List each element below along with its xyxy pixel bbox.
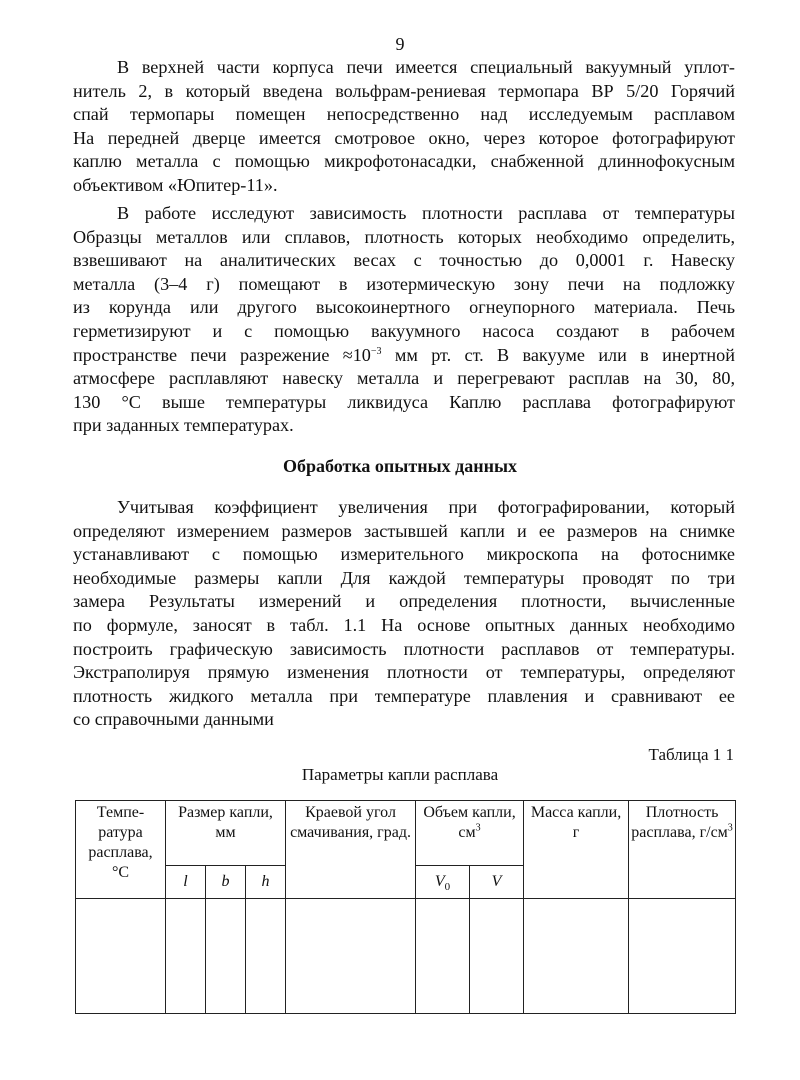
header-size-l: l bbox=[166, 866, 206, 899]
text-line: нитель 2, в который введена вольфрам-рениевая термопара ВР 5/20 Горячий bbox=[73, 80, 735, 101]
text-line: На передней дверце имеется смотровое окно, через которое фотографируют bbox=[73, 127, 735, 148]
table-cell bbox=[286, 899, 416, 1014]
paragraph-furnace-description bbox=[73, 56, 735, 198]
text-fragment: мм рт. ст. В вакууме или в инертной bbox=[381, 344, 735, 365]
paragraph-procedure bbox=[73, 202, 735, 438]
table-cell bbox=[246, 899, 286, 1014]
exponent: −3 bbox=[370, 345, 382, 357]
header-text: V bbox=[434, 873, 445, 890]
text-line: атмосфере расплавляют навеску металла и перегревают расплав на 30, 80, bbox=[73, 368, 735, 389]
table-cell bbox=[629, 899, 736, 1014]
text-line-with-exponent bbox=[73, 344, 735, 368]
drop-parameters-table bbox=[75, 800, 736, 1014]
text-line: металла (3–4 г) помещают в изотермическую зону печи на подложку bbox=[73, 273, 735, 294]
text-line: замера Результаты измерений и определения плотности, вычисленные bbox=[73, 591, 735, 612]
page-number: 9 bbox=[395, 34, 405, 54]
header-volume-v0 bbox=[416, 866, 470, 899]
header-text: Плотность расплава, г/см bbox=[631, 804, 728, 841]
text-line: 130 °С выше температуры ликвидуса Каплю расплава фотографируют bbox=[73, 391, 735, 412]
text-line: взвешивают на аналитических весах с точностью до 0,0001 г. Навеску bbox=[73, 250, 735, 271]
text-line: В работе исследуют зависимость плотности расплава от температуры bbox=[117, 203, 735, 223]
header-melt-density bbox=[629, 801, 736, 899]
text-line: при заданных температурах. bbox=[73, 415, 294, 436]
header-text: Объем капли, см bbox=[423, 804, 516, 841]
table-cell bbox=[524, 899, 629, 1014]
header-temperature: Темпе-ратура расплава, °С bbox=[76, 801, 166, 899]
text-line: необходимые размеры капли Для каждой температуры проводят по три bbox=[73, 567, 735, 588]
table-number: Таблица 1 1 bbox=[648, 745, 734, 764]
header-drop-mass: Масса капли, г bbox=[524, 801, 629, 899]
section-heading: Обработка опытных данных bbox=[282, 456, 518, 476]
text-line: со справочными данными bbox=[73, 709, 274, 730]
text-line: В верхней части корпуса печи имеется специальный вакуумный уплот- bbox=[117, 57, 735, 77]
text-line: построить графическую зависимость плотности расплавов от температуры. bbox=[73, 638, 735, 659]
exponent: 3 bbox=[475, 822, 481, 834]
text-line: каплю металла с помощью микрофотонасадки, снабженной длиннофокусным bbox=[73, 151, 735, 172]
text-line: определяют измерением размеров застывшей капли и ее размеров на снимке bbox=[73, 520, 735, 541]
table-cell bbox=[206, 899, 246, 1014]
paragraph-data-processing bbox=[73, 496, 735, 732]
header-drop-volume bbox=[416, 801, 524, 866]
subscript: 0 bbox=[444, 881, 451, 894]
table-cell bbox=[166, 899, 206, 1014]
header-drop-size: Размер капли, мм bbox=[166, 801, 286, 866]
header-size-h: h bbox=[246, 866, 286, 899]
header-volume-v: V bbox=[470, 866, 524, 899]
text-line: по формуле, заносят в табл. 1.1 На основе опытных данных необходимо bbox=[73, 614, 735, 635]
text-line: Образцы металлов или сплавов, плотность которых необходимо определить, bbox=[73, 226, 735, 247]
table-row bbox=[76, 899, 736, 1014]
text-fragment: пространстве печи разрежение ≈10 bbox=[73, 344, 371, 365]
table-cell bbox=[76, 899, 166, 1014]
text-line: Экстраполируя прямую изменения плотности от температуры, определяют bbox=[73, 662, 735, 683]
table-cell bbox=[470, 899, 524, 1014]
table-caption: Параметры капли расплава bbox=[301, 765, 499, 784]
text-line: герметизируют и с помощью вакуумного насоса создают в рабочем bbox=[73, 320, 735, 341]
text-line: объективом «Юпитер-11». bbox=[73, 174, 278, 195]
text-line: устанавливают с помощью измерительного микроскопа на фотоснимке bbox=[73, 544, 735, 565]
exponent: 3 bbox=[727, 822, 733, 834]
header-size-b: b bbox=[206, 866, 246, 899]
text-line: плотность жидкого металла при температуре плавления и сравнивают ее bbox=[73, 685, 735, 706]
table-cell bbox=[416, 899, 470, 1014]
text-line: Учитывая коэффициент увеличения при фотографировании, который bbox=[117, 497, 735, 517]
text-line: из корунда или другого высокоинертного огнеупорного материала. Печь bbox=[73, 297, 735, 318]
header-contact-angle: Краевой угол смачивания, град. bbox=[286, 801, 416, 899]
text-line: спай термопары помещен непосредственно над исследуемым расплавом bbox=[73, 104, 735, 125]
